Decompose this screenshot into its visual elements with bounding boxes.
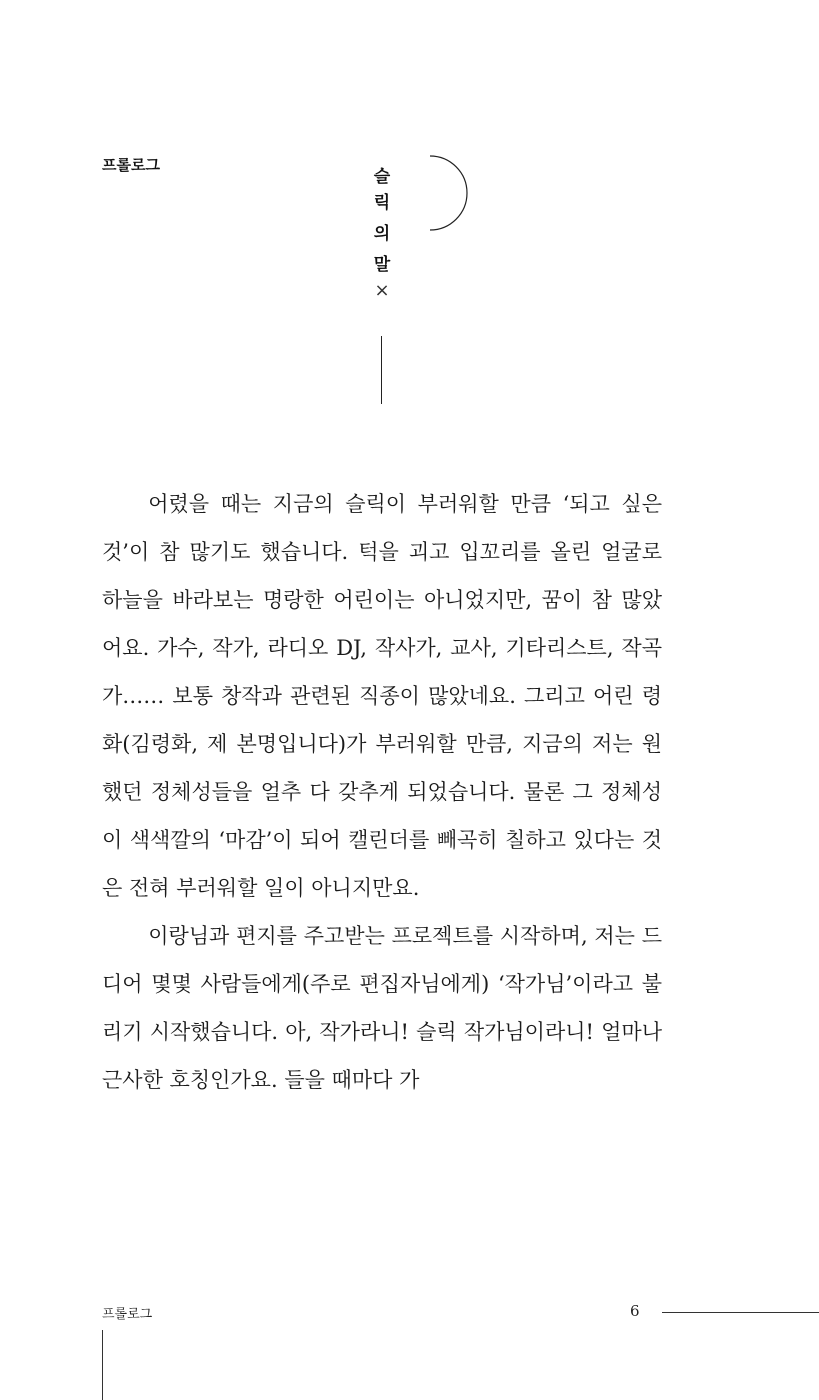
title-char: 의: [373, 224, 391, 244]
title-char: 릭: [373, 193, 391, 213]
title-char: 슬: [373, 167, 391, 187]
title-char: 말: [373, 255, 391, 275]
times-mark-icon: ×: [374, 280, 390, 301]
footer-rule: [662, 1312, 819, 1313]
arc-decoration-icon: [428, 155, 470, 233]
paragraph: 이랑님과 편지를 주고받는 프로젝트를 시작하며, 저는 드디어 몇몇 사람들에게(주로 편집자님에게) ‘작가님’이라고 불리기 시작했습니다. 아, 작가라니! 슬릭 작가님이라니! 얼마나 근사한 호칭인가요. 들을 때마다 가: [102, 924, 662, 1092]
chapter-title: [366, 164, 398, 278]
section-label: 프롤로그: [102, 156, 160, 174]
footer-section-label: 프롤로그: [102, 1307, 153, 1322]
margin-line: [102, 1330, 103, 1400]
paragraph: 어렸을 때는 지금의 슬릭이 부러워할 만큼 ‘되고 싶은 것’이 참 많기도 했습니다. 턱을 괴고 입꼬리를 올린 얼굴로 하늘을 바라보는 명랑한 어린이는 아니었지만, 꿈이 참 많았어요. 가수, 작가, 라디오 DJ, 작사가, 교사, 기타리스트, 작곡가…… 보통 창작과 관련된 직종이 많았네요. 그리고 어린 령화(김령화, 제 본명입니다)가 부러워할 만큼, 지금의 저는 원했던 정체성들을 얼추 다 갖추게 되었습니다. 물론 그 정체성이 색색깔의 ‘마감’이 되어 캘린더를 빼곡히 칠하고 있다는 것은 전혀 부러워할 일이 아니지만요.: [102, 492, 662, 900]
page-number: 6: [630, 1302, 640, 1320]
body-text: [102, 480, 662, 1104]
vertical-divider: [381, 336, 382, 404]
